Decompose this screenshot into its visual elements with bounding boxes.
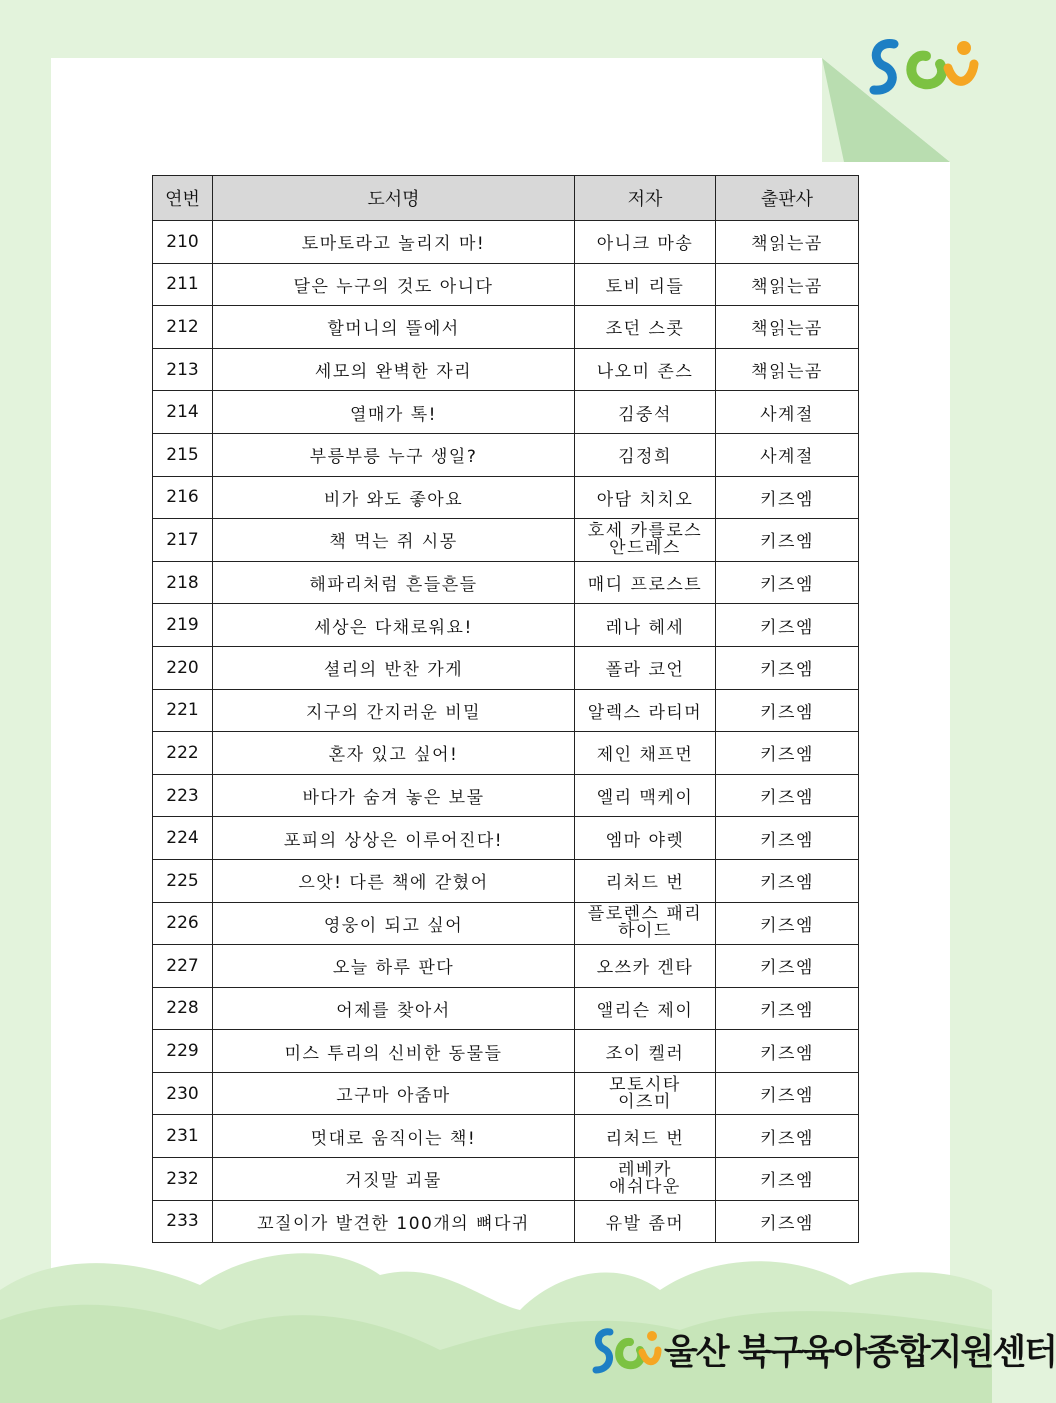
table-row xyxy=(153,433,859,476)
book-author: 김중석 xyxy=(575,391,716,434)
book-title: 셜리의 반찬 가게 xyxy=(213,646,575,689)
row-number: 225 xyxy=(153,859,213,902)
row-number: 226 xyxy=(153,902,213,945)
book-publisher: 키즈엠 xyxy=(716,1200,859,1243)
book-author: 플로렌스 패리 하이드 xyxy=(575,902,716,945)
table-row xyxy=(153,1115,859,1158)
book-author: 김정희 xyxy=(575,433,716,476)
book-author: 레나 헤세 xyxy=(575,604,716,647)
row-number: 215 xyxy=(153,433,213,476)
row-number: 214 xyxy=(153,391,213,434)
book-publisher: 키즈엠 xyxy=(716,987,859,1030)
book-author: 리처드 번 xyxy=(575,1115,716,1158)
table-header-row xyxy=(153,176,859,221)
book-title: 미스 투리의 신비한 동물들 xyxy=(213,1030,575,1073)
book-title: 할머니의 뜰에서 xyxy=(213,306,575,349)
book-title: 부릉부릉 누구 생일? xyxy=(213,433,575,476)
table-row xyxy=(153,348,859,391)
row-number: 231 xyxy=(153,1115,213,1158)
table-row xyxy=(153,561,859,604)
book-title: 꼬질이가 발견한 100개의 뼈다귀 xyxy=(213,1200,575,1243)
book-title: 지구의 간지러운 비밀 xyxy=(213,689,575,732)
book-author: 아니크 마송 xyxy=(575,221,716,264)
table-row xyxy=(153,476,859,519)
book-author: 매디 프로스트 xyxy=(575,561,716,604)
table-row xyxy=(153,1030,859,1073)
book-publisher: 키즈엠 xyxy=(716,646,859,689)
row-number: 217 xyxy=(153,519,213,562)
row-number: 221 xyxy=(153,689,213,732)
book-publisher: 키즈엠 xyxy=(716,1030,859,1073)
center-logo-icon xyxy=(592,1324,660,1380)
table-row xyxy=(153,1200,859,1243)
center-logo-icon xyxy=(864,34,978,102)
header-title: 도서명 xyxy=(213,176,575,221)
table-row xyxy=(153,1072,859,1115)
book-author: 폴라 코언 xyxy=(575,646,716,689)
book-publisher: 키즈엠 xyxy=(716,689,859,732)
book-publisher: 사계절 xyxy=(716,433,859,476)
book-title: 세상은 다채로워요! xyxy=(213,604,575,647)
book-author: 레베카 애쉬다운 xyxy=(575,1158,716,1201)
book-publisher: 키즈엠 xyxy=(716,476,859,519)
book-author: 조던 스콧 xyxy=(575,306,716,349)
table-row xyxy=(153,1158,859,1201)
row-number: 223 xyxy=(153,774,213,817)
table-row xyxy=(153,646,859,689)
table-row xyxy=(153,774,859,817)
row-number: 219 xyxy=(153,604,213,647)
table-row xyxy=(153,689,859,732)
row-number: 222 xyxy=(153,732,213,775)
row-number: 232 xyxy=(153,1158,213,1201)
row-number: 213 xyxy=(153,348,213,391)
book-publisher: 책읽는곰 xyxy=(716,306,859,349)
book-publisher: 책읽는곰 xyxy=(716,221,859,264)
book-author: 모토시타 이즈미 xyxy=(575,1072,716,1115)
book-publisher: 키즈엠 xyxy=(716,1158,859,1201)
row-number: 212 xyxy=(153,306,213,349)
book-author: 제인 채프먼 xyxy=(575,732,716,775)
row-number: 229 xyxy=(153,1030,213,1073)
row-number: 224 xyxy=(153,817,213,860)
book-title: 고구마 아줌마 xyxy=(213,1072,575,1115)
book-author: 알렉스 라티머 xyxy=(575,689,716,732)
table-row xyxy=(153,519,859,562)
book-publisher: 키즈엠 xyxy=(716,817,859,860)
book-publisher: 키즈엠 xyxy=(716,902,859,945)
book-title: 거짓말 괴물 xyxy=(213,1158,575,1201)
book-publisher: 키즈엠 xyxy=(716,732,859,775)
book-title: 토마토라고 놀리지 마! xyxy=(213,221,575,264)
book-title: 멋대로 움직이는 책! xyxy=(213,1115,575,1158)
row-number: 211 xyxy=(153,263,213,306)
table-row xyxy=(153,391,859,434)
row-number: 228 xyxy=(153,987,213,1030)
book-author: 앨리슨 제이 xyxy=(575,987,716,1030)
book-publisher: 키즈엠 xyxy=(716,859,859,902)
book-title: 해파리처럼 흔들흔들 xyxy=(213,561,575,604)
book-title: 어제를 찾아서 xyxy=(213,987,575,1030)
book-publisher: 키즈엠 xyxy=(716,1072,859,1115)
book-title: 으앗! 다른 책에 갇혔어 xyxy=(213,859,575,902)
row-number: 220 xyxy=(153,646,213,689)
book-title: 비가 와도 좋아요 xyxy=(213,476,575,519)
table-row xyxy=(153,859,859,902)
table-row xyxy=(153,263,859,306)
book-author: 나오미 존스 xyxy=(575,348,716,391)
book-title: 포피의 상상은 이루어진다! xyxy=(213,817,575,860)
book-title: 달은 누구의 것도 아니다 xyxy=(213,263,575,306)
table-row xyxy=(153,945,859,988)
book-publisher: 키즈엠 xyxy=(716,561,859,604)
book-publisher: 키즈엠 xyxy=(716,945,859,988)
book-title: 영웅이 되고 싶어 xyxy=(213,902,575,945)
book-author: 엘리 맥케이 xyxy=(575,774,716,817)
organization-name: 울산 북구육아종합지원센터 xyxy=(664,1333,1056,1373)
book-author: 호세 카를로스 안드레스 xyxy=(575,519,716,562)
book-title: 세모의 완벽한 자리 xyxy=(213,348,575,391)
table-row xyxy=(153,604,859,647)
book-title: 책 먹는 쥐 시몽 xyxy=(213,519,575,562)
row-number: 218 xyxy=(153,561,213,604)
book-author: 리처드 번 xyxy=(575,859,716,902)
table-row xyxy=(153,221,859,264)
table-body xyxy=(153,221,859,1243)
book-author: 아담 치치오 xyxy=(575,476,716,519)
header-author: 저자 xyxy=(575,176,716,221)
row-number: 210 xyxy=(153,221,213,264)
book-list-table xyxy=(152,175,859,1243)
header-publisher: 출판사 xyxy=(716,176,859,221)
row-number: 230 xyxy=(153,1072,213,1115)
book-author: 오쓰카 겐타 xyxy=(575,945,716,988)
book-title: 혼자 있고 싶어! xyxy=(213,732,575,775)
table-row xyxy=(153,732,859,775)
table-row xyxy=(153,987,859,1030)
table-row xyxy=(153,902,859,945)
row-number: 233 xyxy=(153,1200,213,1243)
row-number: 216 xyxy=(153,476,213,519)
table-row xyxy=(153,306,859,349)
book-author: 엠마 야렛 xyxy=(575,817,716,860)
book-author: 토비 리들 xyxy=(575,263,716,306)
book-publisher: 책읽는곰 xyxy=(716,348,859,391)
table-row xyxy=(153,817,859,860)
book-title: 바다가 숨겨 놓은 보물 xyxy=(213,774,575,817)
book-author: 조이 켈러 xyxy=(575,1030,716,1073)
book-publisher: 키즈엠 xyxy=(716,604,859,647)
green-hills-decoration xyxy=(0,1230,992,1403)
row-number: 227 xyxy=(153,945,213,988)
book-title: 열매가 톡! xyxy=(213,391,575,434)
book-publisher: 책읽는곰 xyxy=(716,263,859,306)
book-publisher: 키즈엠 xyxy=(716,519,859,562)
book-publisher: 키즈엠 xyxy=(716,774,859,817)
book-publisher: 키즈엠 xyxy=(716,1115,859,1158)
book-publisher: 사계절 xyxy=(716,391,859,434)
book-title: 오늘 하루 판다 xyxy=(213,945,575,988)
header-number: 연번 xyxy=(153,176,213,221)
book-author: 유발 좀머 xyxy=(575,1200,716,1243)
